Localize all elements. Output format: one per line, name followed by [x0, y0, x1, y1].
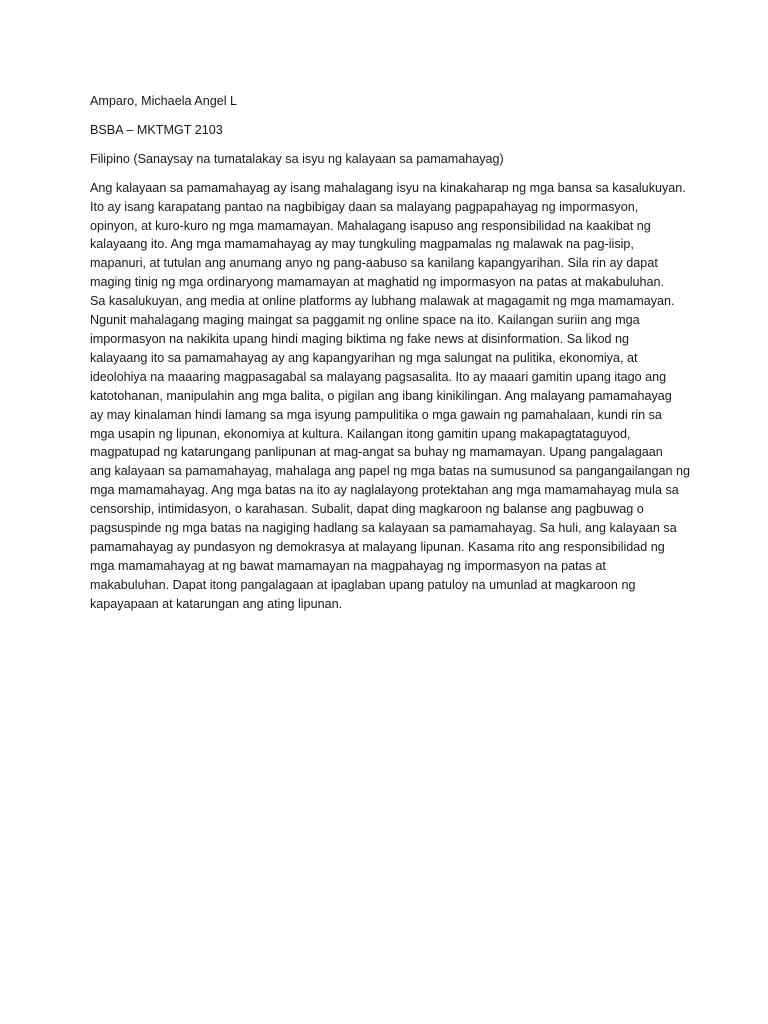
essay-line: opinyon, at kuro-kuro ng mga mamamayan. Mahalagang isapuso ang responsibilidad na kaakibat ng — [90, 218, 651, 233]
essay-line: makabuluhan. Dapat itong pangalagaan at ipaglaban upang patuloy na umunlad at magkaroon ng — [90, 577, 636, 592]
essay-line: mga mamamahayag. Ang mga batas na ito ay naglalayong protektahan ang mga mamamahayag mula sa — [90, 483, 679, 498]
essay-line: pagsuspinde ng mga batas na nagiging hadlang sa kalayaan sa pamamahayag. Sa huli, ang kalayaan sa — [90, 521, 677, 536]
essay-line: kapayapaan at katarungan ang ating lipunan. — [90, 596, 343, 611]
essay-line: mga usapin ng lipunan, ekonomiya at kultura. Kailangan itong gamitin upang makapagtataguyod, — [90, 426, 631, 441]
essay-line: Ito ay isang karapatang pantao na nagbibigay daan sa malayang pagpapahayag ng impormasyon, — [90, 199, 639, 214]
essay-line: mapanuri, at tutulan ang anumang anyo ng pang-aabuso sa kanilang kapangyarihan. Sila rin ay dapat — [90, 256, 658, 271]
essay-line: mga mamamahayag at ng bawat mamamayan na magpahayag ng impormasyon na patas at — [90, 558, 606, 573]
course-code: BSBA – MKTMGT 2103 — [90, 122, 223, 137]
essay-line: censorship, intimidasyon, o karahasan. Subalit, dapat ding magkaroon ng balanse ang pagbuwag o — [90, 502, 644, 517]
subject-title: Filipino (Sanaysay na tumatalakay sa isyu ng kalayaan sa pamamahayag) — [90, 151, 504, 166]
essay-line: Ang kalayaan sa pamamahayag ay isang mahalagang isyu na kinakaharap ng mga bansa sa kasalukuyan. — [90, 180, 686, 195]
essay-line: kalayaang ito sa pamamahayag ay ang kapangyarihan ng mga salungat na pulitika, ekonomiya, at — [90, 350, 638, 365]
essay-line: katotohanan, manipulahin ang mga balita, o pigilan ang ibang kinikilingan. Ang malayang pamamahayag — [90, 388, 672, 403]
essay-line: ang kalayaan sa pamamahayag, mahalaga ang papel ng mga batas na sumusunod sa pangangailangan ng — [90, 464, 691, 479]
document-content — [90, 92, 690, 614]
essay-line: ay may kinalaman hindi lamang sa mga isyung pampulitika o mga gawain ng pamahalaan, kundi rin sa — [90, 407, 662, 422]
essay-line: impormasyon na nakikita upang hindi maging biktima ng fake news at disinformation. Sa likod ng — [90, 331, 630, 346]
essay-line: magpatupad ng katarungang panlipunan at mag-angat sa buhay ng mamamayan. Upang pangalagaan — [90, 445, 663, 460]
essay-line: maging tinig ng mga ordinaryong mamamayan at maghatid ng impormasyon na patas at makabuluhan. — [90, 275, 665, 290]
essay-line: pamamahayag ay pundasyon ng demokrasya at malayang lipunan. Kasama rito ang responsibilidad ng — [90, 539, 665, 554]
essay-line: Sa kasalukuyan, ang media at online platforms ay lubhang malawak at magagamit ng mga mamamayan. — [90, 294, 675, 309]
author-name: Amparo, Michaela Angel L — [90, 94, 238, 108]
essay-body — [90, 179, 691, 614]
essay-line: Ngunit mahalagang maging maingat sa paggamit ng online space na ito. Kailangan suriin ang mga — [90, 313, 640, 328]
essay-line: kalayaang ito. Ang mga mamamahayag ay may tungkuling magpamalas ng malawak na pag-iisip, — [90, 237, 634, 252]
essay-line: ideolohiya na maaaring magpasagabal sa malayang pagsasalita. Ito ay maaari gamitin upang itago ang — [90, 369, 667, 384]
